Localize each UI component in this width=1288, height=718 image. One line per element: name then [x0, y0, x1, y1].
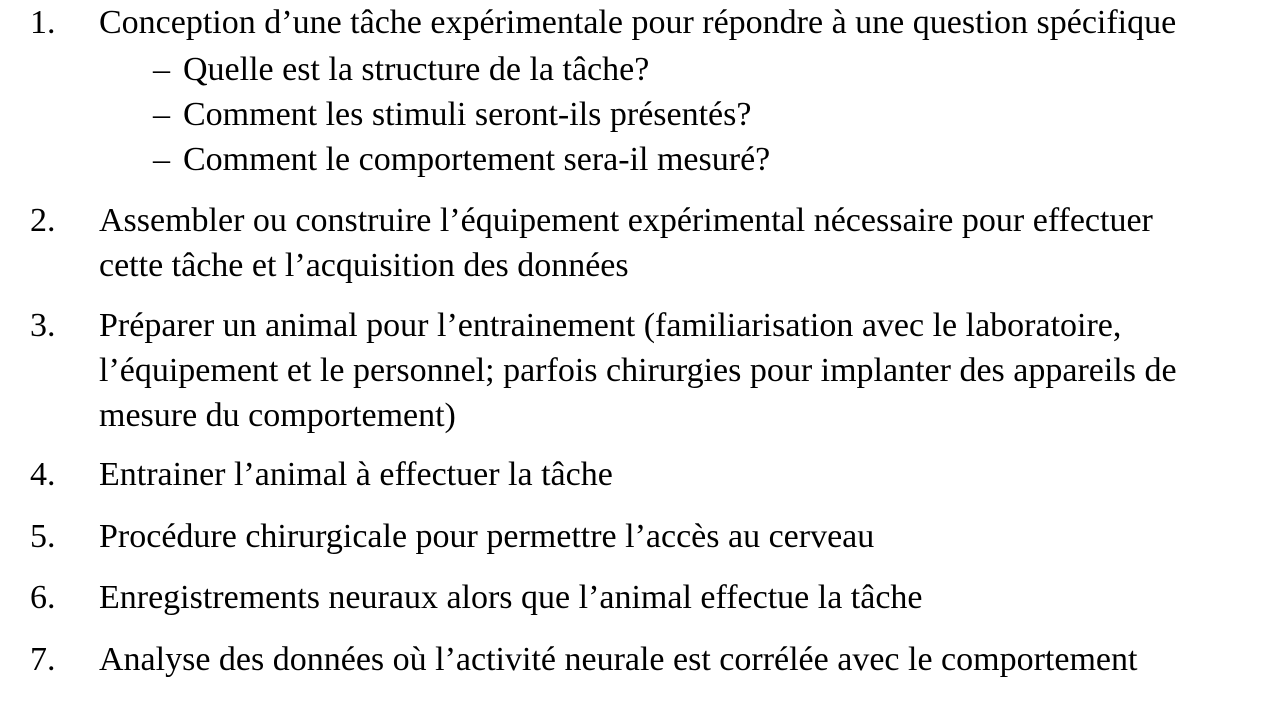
list-item-line: Enregistrements neuraux alors que l’animal effectue la tâche: [99, 579, 923, 616]
list-item-line: Conception d’une tâche expérimentale pour répondre à une question spécifique: [99, 4, 1177, 41]
list-item-text: [99, 303, 1279, 438]
sub-item-1: [153, 47, 1253, 92]
list-item-line: Procédure chirurgicale pour permettre l’accès au cerveau: [99, 518, 875, 555]
list-item-text: [99, 452, 1279, 497]
sub-item-2: [153, 92, 1253, 137]
list-number: 2.: [30, 202, 56, 239]
list-item-text: [99, 0, 1279, 45]
sub-item-text: Comment le comportement sera-il mesuré?: [183, 141, 771, 178]
dash-bullet: –: [153, 141, 170, 178]
list-item-text: [99, 637, 1279, 682]
list-item-line: Assembler ou construire l’équipement expérimental nécessaire pour effectuer: [99, 202, 1153, 239]
dash-bullet: –: [153, 96, 170, 133]
sub-item-text: Quelle est la structure de la tâche?: [183, 51, 650, 88]
list-number: 5.: [30, 518, 56, 555]
list-number: 7.: [30, 641, 56, 678]
list-item-line: Entrainer l’animal à effectuer la tâche: [99, 456, 613, 493]
list-number: 4.: [30, 456, 56, 493]
sub-item-3: [153, 137, 1253, 182]
list-item-line: cette tâche et l’acquisition des données: [99, 247, 629, 284]
sub-item-text: Comment les stimuli seront-ils présentés?: [183, 96, 752, 133]
list-item-text: [99, 575, 1279, 620]
dash-bullet: –: [153, 51, 170, 88]
list-number: 1.: [30, 4, 56, 41]
list-number: 3.: [30, 307, 56, 344]
list-item-line: Analyse des données où l’activité neurale est corrélée avec le comportement: [99, 641, 1138, 678]
list-item-line: l’équipement et le personnel; parfois chirurgies pour implanter des appareils de: [99, 352, 1177, 389]
list-item-text: [99, 198, 1279, 288]
list-item-line: Préparer un animal pour l’entrainement (familiarisation avec le laboratoire,: [99, 307, 1122, 344]
list-number: 6.: [30, 579, 56, 616]
list-item-line: mesure du comportement): [99, 397, 456, 434]
list-item-text: [99, 514, 1279, 559]
